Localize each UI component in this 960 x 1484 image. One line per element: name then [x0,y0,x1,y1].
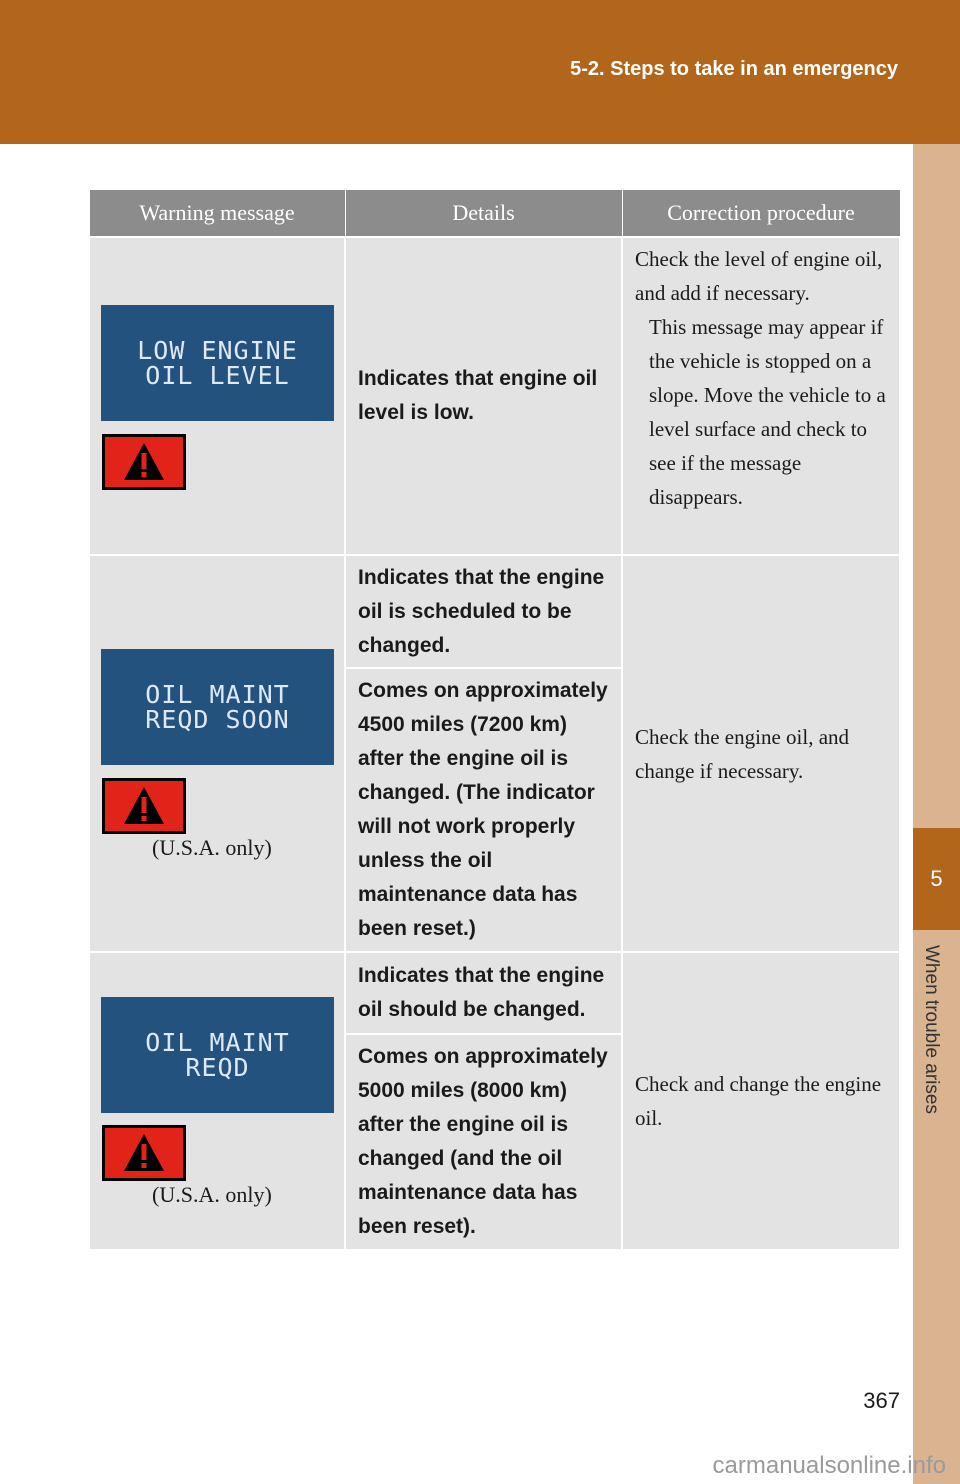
correction-cell: Check the engine oil, and change if necessary. [622,555,900,952]
warning-triangle-icon [102,434,186,490]
section-title: 5-2. Steps to take in an emergency [570,58,898,80]
page-number: 367 [863,1388,900,1413]
chapter-title: When trouble arises [921,945,942,1114]
details-cell: Indicates that the engine oil should be changed. [345,952,622,1034]
display-line: OIL LEVEL [145,361,290,390]
warning-message-cell [89,555,345,952]
warning-message-cell [89,952,345,1250]
warning-triangle-icon [102,778,186,834]
header-warning-message: Warning message [89,190,345,238]
table-row [89,237,900,555]
warning-triangle-icon [102,1125,186,1181]
correction-cell [622,237,900,555]
region-note: (U.S.A. only) [152,835,272,860]
details-cell: Comes on approximately 4500 miles (7200 km) after the engine oil is changed. (The indicator will not work properly unless the oil maintenance data has been reset.) [345,668,622,952]
table-row [89,952,900,1034]
correction-note: This message may appear if the vehicle is stopped on a slope. Move the vehicle to a level surface and check to see if the message disappears. [649,315,886,509]
display-line: LOW ENGINE [137,336,298,365]
details-cell: Comes on approximately 5000 miles (8000 km) after the engine oil is changed (and the oil maintenance data has been reset). [345,1034,622,1250]
header-correction-procedure: Correction procedure [622,190,900,238]
chapter-number-tab[interactable]: 5 [913,828,960,930]
details-cell: Indicates that the engine oil is scheduled to be changed. [345,555,622,668]
correction-text: Check the level of engine oil, and add if necessary. [635,247,883,305]
display-message [101,649,334,765]
warning-message-cell [89,237,345,555]
display-line: OIL MAINT [145,680,290,709]
header-details: Details [345,190,622,238]
table-row [89,555,900,668]
display-line: OIL MAINT [145,1028,290,1057]
correction-cell: Check and change the engine oil. [622,952,900,1250]
display-line: REQD SOON [145,705,290,734]
watermark: carmanualsonline.info [712,1452,946,1479]
table-header-row [89,190,900,238]
chapter-sidebar [913,144,960,1484]
details-cell: Indicates that engine oil level is low. [345,237,622,555]
display-message [101,305,334,421]
region-note: (U.S.A. only) [152,1182,272,1207]
display-line: REQD [185,1053,250,1082]
warning-message-table [88,189,901,1251]
page-header [0,0,960,144]
display-message [101,997,334,1113]
